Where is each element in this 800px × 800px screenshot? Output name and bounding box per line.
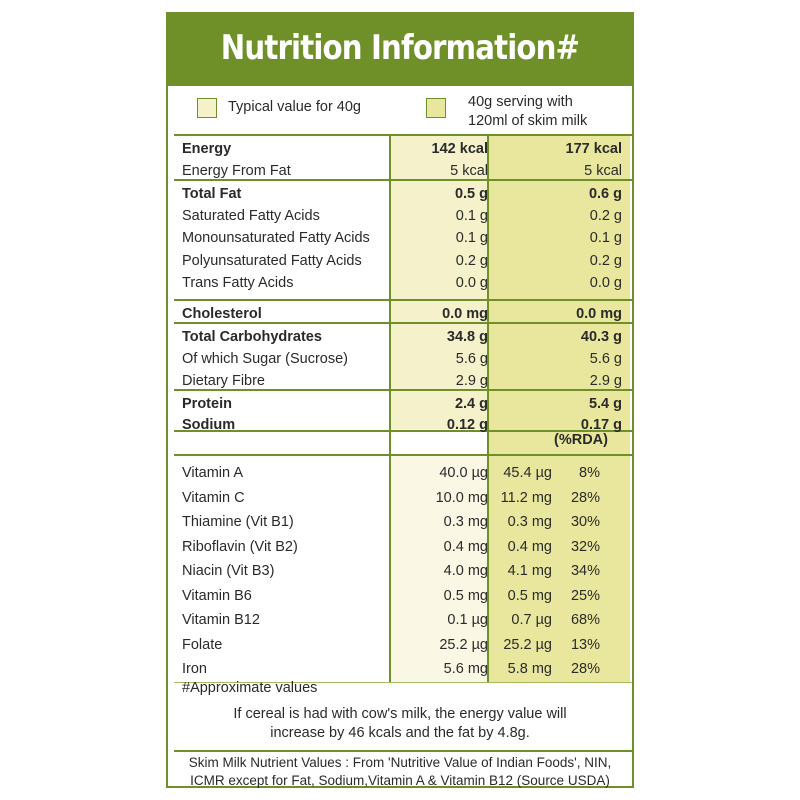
value-typical: 0.2 g	[455, 253, 488, 269]
value-serving: 5.6 g	[589, 351, 622, 367]
nutrient-row	[168, 138, 632, 160]
value-typical: 0.3 mg	[443, 514, 488, 530]
value-typical: 0.1 g	[455, 230, 488, 246]
vitamin-label: Folate	[182, 636, 223, 653]
value-serving: 0.1 g	[589, 230, 622, 246]
nutrient-label: Energy From Fat	[182, 163, 291, 179]
rule	[174, 750, 632, 752]
value-typical: 5 kcal	[450, 163, 488, 179]
nutrient-row	[168, 160, 632, 182]
value-typical: 10.0 mg	[435, 489, 488, 506]
vitamin-row	[168, 559, 632, 583]
value-typical: 0.12 g	[446, 417, 488, 433]
nutrient-row	[168, 393, 632, 415]
value-serving: 45.4 µg	[503, 465, 552, 481]
value-typical: 0.4 mg	[443, 538, 488, 555]
nutrient-label: Polyunsaturated Fatty Acids	[182, 253, 362, 269]
nutrient-row	[168, 326, 632, 348]
approx-note: #Approximate values	[182, 680, 318, 696]
legend-label-serving-line1: 40g serving with	[468, 94, 573, 110]
value-typical: 2.4 g	[454, 396, 488, 412]
legend-swatch-serving	[426, 98, 446, 118]
vitamin-row	[168, 510, 632, 534]
nutrient-row	[168, 183, 632, 205]
value-serving: 0.2 g	[589, 253, 622, 269]
nutrient-label: Of which Sugar (Sucrose)	[182, 351, 349, 367]
value-serving: 11.2 mg	[500, 489, 552, 506]
nutrient-row	[168, 348, 632, 370]
value-serving: 0.17 g	[580, 417, 622, 433]
nutrient-label: Trans Fatty Acids	[182, 275, 294, 291]
value-typical: 2.9 g	[455, 373, 488, 389]
value-typical: 40.0 µg	[439, 465, 488, 481]
rule	[174, 299, 632, 301]
value-typical: 0.1 g	[455, 208, 488, 224]
value-serving: 0.2 g	[589, 208, 622, 224]
value-rda: 30%	[570, 514, 600, 530]
nutrient-row	[168, 303, 632, 325]
vitamin-row	[168, 657, 632, 681]
legend-swatch-typical	[197, 98, 217, 118]
nutrient-label: Monounsaturated Fatty Acids	[182, 230, 370, 246]
cow-milk-note-line1: If cereal is had with cow's milk, the energy value will	[233, 706, 567, 722]
nutrient-label: Cholesterol	[182, 306, 262, 322]
vitamin-row	[168, 633, 632, 657]
value-typical: 5.6 mg	[443, 661, 488, 677]
nutrient-row	[168, 205, 632, 227]
nutrient-label: Saturated Fatty Acids	[182, 208, 320, 224]
cow-milk-note-line2: increase by 46 kcals and the fat by 4.8g.	[270, 725, 530, 741]
value-serving: 0.0 mg	[576, 306, 622, 322]
value-rda: 68%	[570, 612, 600, 628]
value-serving: 0.4 mg	[507, 538, 552, 555]
value-rda: 8%	[579, 465, 600, 481]
value-typical: 25.2 µg	[439, 636, 488, 653]
nutrient-row	[168, 227, 632, 249]
legend-label-serving-line2: 120ml of skim milk	[468, 113, 588, 129]
page-title: Nutrition Information#	[220, 28, 580, 68]
value-serving: 5.8 mg	[507, 661, 552, 677]
nutrient-label: Sodium	[182, 417, 236, 433]
vitamin-label: Riboflavin (Vit B2)	[182, 538, 298, 555]
value-serving: 0.0 g	[589, 275, 622, 291]
legend-label-typical: Typical value for 40g	[228, 99, 361, 115]
value-rda: 34%	[570, 563, 600, 579]
vitamin-label: Vitamin B6	[182, 587, 252, 604]
nutrition-panel	[166, 12, 634, 788]
skim-note-line2: ICMR except for Fat, Sodium,Vitamin A & Vitamin B12 (Source USDA)	[190, 773, 610, 788]
value-typical: 34.8 g	[446, 329, 488, 345]
value-serving: 177 kcal	[565, 141, 622, 157]
nutrient-label: Total Fat	[182, 186, 242, 202]
nutrient-label: Dietary Fibre	[182, 373, 265, 389]
rda-header: (%RDA)	[554, 432, 608, 448]
skim-note-line1: Skim Milk Nutrient Values : From 'Nutritive Value of Indian Foods', NIN,	[188, 755, 612, 770]
value-serving: 0.7 µg	[511, 612, 552, 628]
value-typical: 5.6 g	[455, 351, 488, 367]
value-serving: 0.6 g	[588, 186, 622, 202]
value-typical: 0.0 g	[455, 275, 488, 291]
value-rda: 28%	[570, 661, 600, 677]
value-typical: 142 kcal	[431, 141, 488, 157]
value-rda: 13%	[570, 636, 600, 653]
value-typical: 0.0 mg	[442, 306, 488, 322]
value-rda: 25%	[570, 587, 600, 604]
value-typical: 4.0 mg	[443, 563, 488, 579]
value-typical: 0.1 µg	[447, 612, 488, 628]
vitamin-label: Iron	[182, 661, 207, 677]
nutrient-row	[168, 370, 632, 392]
vitamin-row	[168, 461, 632, 485]
rule	[174, 454, 632, 456]
nutrient-label: Energy	[182, 141, 232, 157]
nutrient-label: Total Carbohydrates	[182, 329, 322, 345]
vitamin-label: Thiamine (Vit B1)	[182, 514, 294, 530]
nutrient-row	[168, 272, 632, 294]
vitamin-row	[168, 608, 632, 632]
nutrient-row	[168, 250, 632, 272]
vitamin-label: Niacin (Vit B3)	[182, 563, 275, 579]
value-serving: 25.2 µg	[503, 636, 552, 653]
value-rda: 32%	[570, 538, 600, 555]
title-banner	[168, 14, 632, 86]
vitamin-label: Vitamin B12	[182, 612, 260, 628]
value-serving: 2.9 g	[589, 373, 622, 389]
vitamin-row	[168, 486, 632, 510]
value-rda: 28%	[570, 489, 600, 506]
value-serving: 0.3 mg	[507, 514, 552, 530]
vitamin-label: Vitamin C	[182, 489, 245, 506]
value-typical: 0.5 g	[454, 186, 488, 202]
value-serving: 4.1 mg	[507, 563, 552, 579]
value-serving: 5 kcal	[584, 163, 622, 179]
rule	[174, 134, 632, 136]
value-serving: 5.4 g	[588, 396, 622, 412]
vitamin-row	[168, 535, 632, 559]
nutrient-label: Protein	[182, 396, 232, 412]
vitamin-row	[168, 584, 632, 608]
value-typical: 0.5 mg	[443, 587, 488, 604]
value-serving: 40.3 g	[580, 329, 622, 345]
vitamin-label: Vitamin A	[182, 465, 243, 481]
value-serving: 0.5 mg	[507, 587, 552, 604]
